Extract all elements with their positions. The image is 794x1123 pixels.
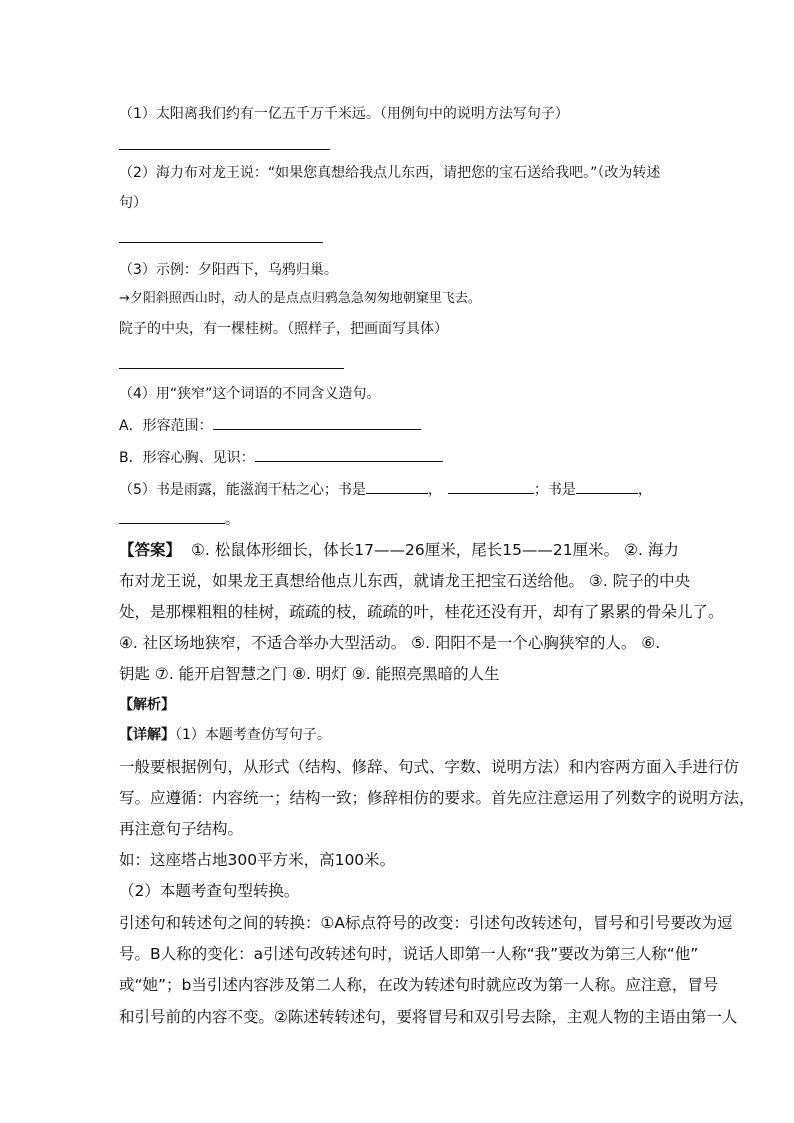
answer-text-1: ①. 松鼠体形细长，体长17——26厘米，尾长15——21厘米。 ②. 海力: [191, 541, 679, 559]
answer-blank-5b[interactable]: [448, 479, 534, 494]
answer-blank-5c[interactable]: [576, 479, 638, 494]
answer-line-3: 处，是那棵粗粗的桂树，疏疏的枝，疏疏的叶，桂花还没有开，却有了累累的骨朵儿了。: [119, 603, 724, 621]
question-2-line-2: 句）: [119, 195, 147, 211]
question-5-comma-1: ，: [427, 482, 442, 498]
answer-line-2: 布对龙王说，如果龙王真想给他点儿东西，就请龙王把宝石送给他。 ③. 院子的中央: [119, 572, 691, 590]
question-3-task: 院子的中央，有一棵桂树。（照样子，把画面写具体）: [119, 321, 448, 337]
question-3-title: （3）示例：夕阳西下，乌鸦归巢。: [119, 262, 338, 278]
question-5-semicolon: ；书是: [533, 482, 576, 498]
paragraph-1-line-1: 一般要根据例句，从形式（结构、修辞、句式、字数、说明方法）和内容两方面入手进行仿: [119, 758, 740, 776]
answer-line-5: 钥匙 ⑦. 能开启智慧之门 ⑧. 明灯 ⑨. 能照亮黑暗的人生: [119, 665, 500, 683]
question-5-part-1: （5）书是雨露，能滋润干枯之心；书是: [119, 482, 366, 498]
answer-line-1: [119, 540, 679, 560]
question-5-end: 。: [225, 512, 239, 528]
answer-blank-4b[interactable]: [255, 447, 443, 462]
paragraph-2-line-4: 和引号前的内容不变。②陈述转转述句，要将冒号和双引号去除，主观人物的主语由第一人: [119, 1008, 738, 1026]
answer-blank-5a[interactable]: [366, 479, 428, 494]
question-4-b: [119, 447, 443, 468]
analysis-label: 【解析】: [119, 697, 175, 713]
paragraph-1-line-3: 再注意句子结构。: [119, 820, 244, 838]
question-2-line-1: （2）海力布对龙王说：“如果您真想给我点儿东西，请把您的宝石送给我吧。”（改为转述: [119, 165, 661, 181]
question-4-title: （4）用“狭窄”这个词语的不同含义造句。: [119, 386, 381, 402]
question-5-line-2: [119, 509, 239, 530]
paragraph-2-title: （2）本题考查句型转换。: [119, 882, 300, 900]
paragraph-2-line-3: 或“她”；b当引述内容涉及第二人称，在改为转述句时就应改为第一人称。应注意，冒号: [119, 976, 719, 994]
paragraph-2-line-1: 引述句和转述句之间的转换：①A标点符号的改变：引述句改转述句，冒号和引号要改为逗: [119, 914, 733, 932]
answer-blank-5d[interactable]: [119, 509, 225, 524]
question-4-b-label: B．形容心胸、见识：: [119, 450, 255, 466]
question-4-a: [119, 415, 421, 436]
detail-text-1: （1）本题考查仿写句子。: [175, 727, 331, 743]
question-3-example: →夕阳斜照西山时，动人的是点点归鸦急急匆匆地朝窠里飞去。: [119, 291, 481, 306]
detail-label: 【详解】: [119, 727, 175, 743]
answer-blank-2[interactable]: [119, 242, 323, 243]
question-4-a-label: A．形容范围：: [119, 418, 213, 434]
answer-line-4: ④. 社区场地狭窄，不适合举办大型活动。 ⑤. 阳阳不是一个心胸狭窄的人。 ⑥.: [119, 634, 661, 652]
answer-label: 【答案】: [119, 541, 182, 559]
paragraph-1-line-2: 写。应遵循：内容统一；结构一致；修辞相仿的要求。首先应注意运用了列数字的说明方法，: [119, 789, 755, 807]
detail-line-1: [119, 725, 331, 745]
paragraph-1-line-4: 如：这座塔占地300平方米，高100米。: [119, 851, 396, 869]
question-1: （1）太阳离我们约有一亿五千万千米远。（用例句中的说明方法写句子）: [119, 106, 569, 122]
paragraph-2-line-2: 号。B人称的变化：a引述句改转述句时，说话人即第一人称“我”要改为第三人称“他”: [119, 945, 699, 963]
answer-blank-1[interactable]: [119, 149, 330, 150]
question-5-line-1: [119, 479, 652, 500]
answer-blank-3[interactable]: [119, 368, 344, 369]
answer-blank-4a[interactable]: [213, 415, 421, 430]
question-5-comma-2: ，: [637, 482, 652, 498]
